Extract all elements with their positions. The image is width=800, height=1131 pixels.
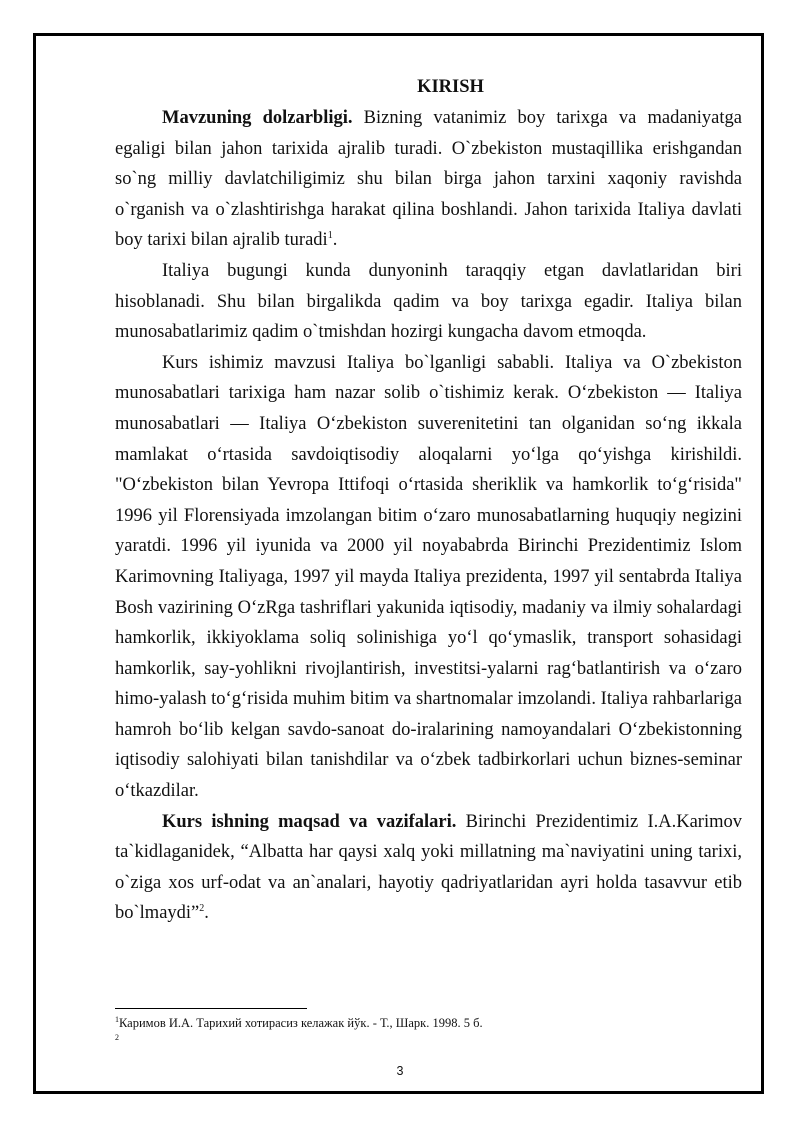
paragraph-lead: Mavzuning dolzarbligi. [162, 108, 353, 128]
paragraph-relevance [115, 103, 742, 256]
paragraph-lead: Kurs ishning maqsad va vazifalari. [162, 811, 457, 832]
paragraph-tail: . [204, 903, 209, 924]
footnote-1 [115, 1014, 715, 1032]
paragraph-text: Birinchi Prezidentimiz I.A.Karimov ta`kidlaganidek, “Albatta har qaysi xalq yoki millatning ma`naviyatini uning tarixi, o`ziga xos urf-odat va an`analari, hayotiy qadriyatlaridan ayri holda tasavvur etib bo`lmaydi” [115, 811, 742, 924]
footnote-2 [115, 1032, 715, 1050]
document-body [115, 72, 742, 929]
footnote-mark: 2 [115, 1032, 119, 1042]
paragraph-relations [115, 348, 742, 807]
footnote-ref: 1 [327, 230, 333, 242]
page-number: 3 [396, 1064, 404, 1078]
footnote-separator [115, 1008, 307, 1009]
paragraph-text: Kurs ishimiz mavzusi Italiya bo`lganligi sababli. Italiya va O`zbekiston munosabatlari tarixiga ham nazar solib o`tishimiz kerak. O‘zbekiston — Italiya munosabatlari — Italiya O‘zbekiston suverenitetini tan olganidan so‘ng ikkala mamlakat o‘rtasida savdoiqtisodiy aloqalarni yo‘lga qo‘yishga kirishildi. "O‘zbekiston bilan Yevropa Ittifoqi o‘rtasida sheriklik va hamkorlik to‘g‘risida" 1996 yil Florensiyada imzolangan bitim o‘zaro munosabatlarning huquqiy negizini yaratdi. 1996 yil iyunida va 2000 yil noyababrda Birinchi Prezidentimiz Islom Karimovning Italiyaga, 1997 yil mayda Italiya prezidenta, 1997 yil sentabrda Italiya Bosh vazirining O‘zRga tashriflari yakunida iqtisodiy, madaniy va ilmiy sohalardagi hamkorlik, ikkiyoklama soliq solinishiga yo‘l qo‘ymaslik, transport sohasidagi hamkorlik, say-yohlikni rivojlantirish, investitsi-yalarni rag‘batlantirish va o‘zaro himo-yalash to‘g‘risida muhim bitim va shartnomalar imzolandi. Italiya rahbarlariga hamroh bo‘lib kelgan savdo-sanoat do-iralarining namoyandalari O‘zbekistonning iqtisodiy salohiyati bilan tanishdilar va o‘zbek tadbirkorlari uchun biznes-seminar o‘tkazdilar. [115, 352, 742, 802]
paragraph-text: Italiya bugungi kunda dunyoninh taraqqiy etgan davlatlaridan biri hisoblanadi. Shu bilan birgalikda qadim va boy tarixga egadir. Italiya bilan munosabatlarimiz qadim o`tmishdan hozirgi kungacha davom etmoqda. [115, 260, 742, 343]
page-heading: KIRISH [417, 77, 484, 97]
footnotes [115, 1014, 715, 1050]
paragraph-italy-today [115, 256, 742, 348]
footnote-mark: 1 [115, 1014, 119, 1024]
footnote-text: Каримов И.А. Тарихий хотирасиз келажак йўк. - Т., Шарк. 1998. 5 б. [119, 1016, 483, 1030]
paragraph-text: Bizning vatanimiz boy tarixga va madaniyatga egaligi bilan jahon tarixida ajralib turadi. O`zbekiston mustaqillika erishgandan so`ng milliy davlatchiligimiz shu bilan birga jahon tarxini xaqoniy ravishda o`rganish va o`zlashtirishga harakat qilina boshlandi. Jahon tarixida Italiya davlati boy tarixi bilan ajralib turadi [115, 108, 742, 251]
footnote-ref: 2 [199, 903, 205, 915]
paragraph-goals [115, 807, 742, 929]
paragraph-tail: . [332, 230, 338, 251]
